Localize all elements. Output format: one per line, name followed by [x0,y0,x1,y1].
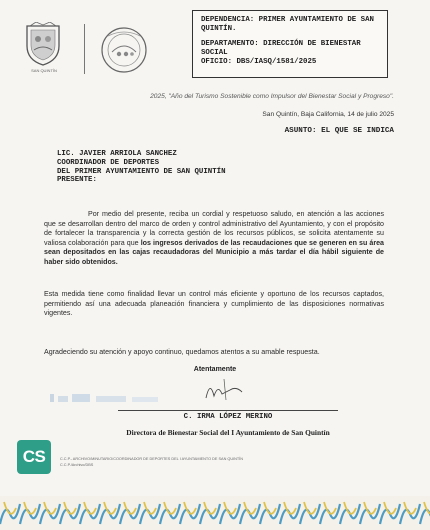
department-line: DEPARTAMENTO: DIRECCIÓN DE BIENESTAR SOCIAL [201,40,361,57]
office-number-line: OFICIO: DBS/IASQ/1581/2025 [201,58,317,66]
body-paragraph-2: Esta medida tiene como finalidad llevar un control más eficiente y oportuno de los recursos captados, permitiendo así una adecuada planeación financiera y cumplimiento de las disposiciones normativas vigentes. [44,290,384,318]
ccp-line-2: C.C.P./Archivo/DBS [60,463,94,467]
decorative-footer-pattern [0,496,430,530]
faded-stamp-mark [46,384,166,410]
ccp-line-1: C.C.P.- ARCHIVO/MINUTARIO/COORDINADOR DE DEPORTES DEL I AYUNTAMIENTO DE SAN QUINTÍN [60,457,243,461]
municipal-shield-logo [24,22,62,66]
government-seal-logo [100,26,148,74]
camscanner-badge: CS [17,440,51,474]
handwritten-signature [196,376,256,402]
shield-caption: SAN QUINTÍN [31,68,57,73]
subject-line: ASUNTO: EL QUE SE INDICA [284,127,394,135]
recipient-name: LIC. JAVIER ARRIOLA SANCHEZ [57,150,177,158]
recipient-block [57,150,377,185]
dependency-line: DEPENDENCIA: PRIMER AYUNTAMIENTO DE SAN QUINTÍN. [201,16,374,33]
year-slogan: 2025, "Año del Turismo Sostenible como Impulsor del Bienestar Social y Progreso". [150,93,394,100]
carbon-copy-block [60,456,390,468]
logo-divider [84,24,85,74]
place-and-date: San Quintín, Baja California, 14 de julio 2025 [262,111,394,118]
dependency-box [192,10,388,78]
header-logos [16,22,166,78]
paragraph-1-emphasis: los ingresos derivados de las recaudaciones que se generen en su área sean depositados en las cajas recaudadoras del Municipio a más tardar el día hábil siguiente de haber sido obtenidos. [44,238,385,266]
signer-role: Directora de Bienestar Social del I Ayuntamiento de San Quintín [126,428,330,437]
signature-line [118,410,338,411]
paragraph-1-text: Por medio del presente, reciba un cordial y respetuoso saludo, en atención a las acciones que se desarrollan dentro del marco de orden y control administrativo del Ayuntamiento, y con el propósito de fortalecer la transparencia y la correcta gestión de los recursos públicos, se solicita atentamente su valiosa colaboración para que [44,210,384,247]
body-paragraph-1 [44,210,384,268]
body-paragraph-3: Agradeciendo su atención y apoyo continuo, quedamos atentos a su amable respuesta. [44,348,320,356]
recipient-salutation: PRESENTE: [57,176,97,185]
signer-name: C. IRMA LÓPEZ MERINO [183,413,273,421]
recipient-organization: DEL PRIMER AYUNTAMIENTO DE SAN QUINTÍN [57,167,226,176]
recipient-title: COORDINADOR DE DEPORTES [57,158,160,167]
closing-word: Atentamente [193,366,237,373]
